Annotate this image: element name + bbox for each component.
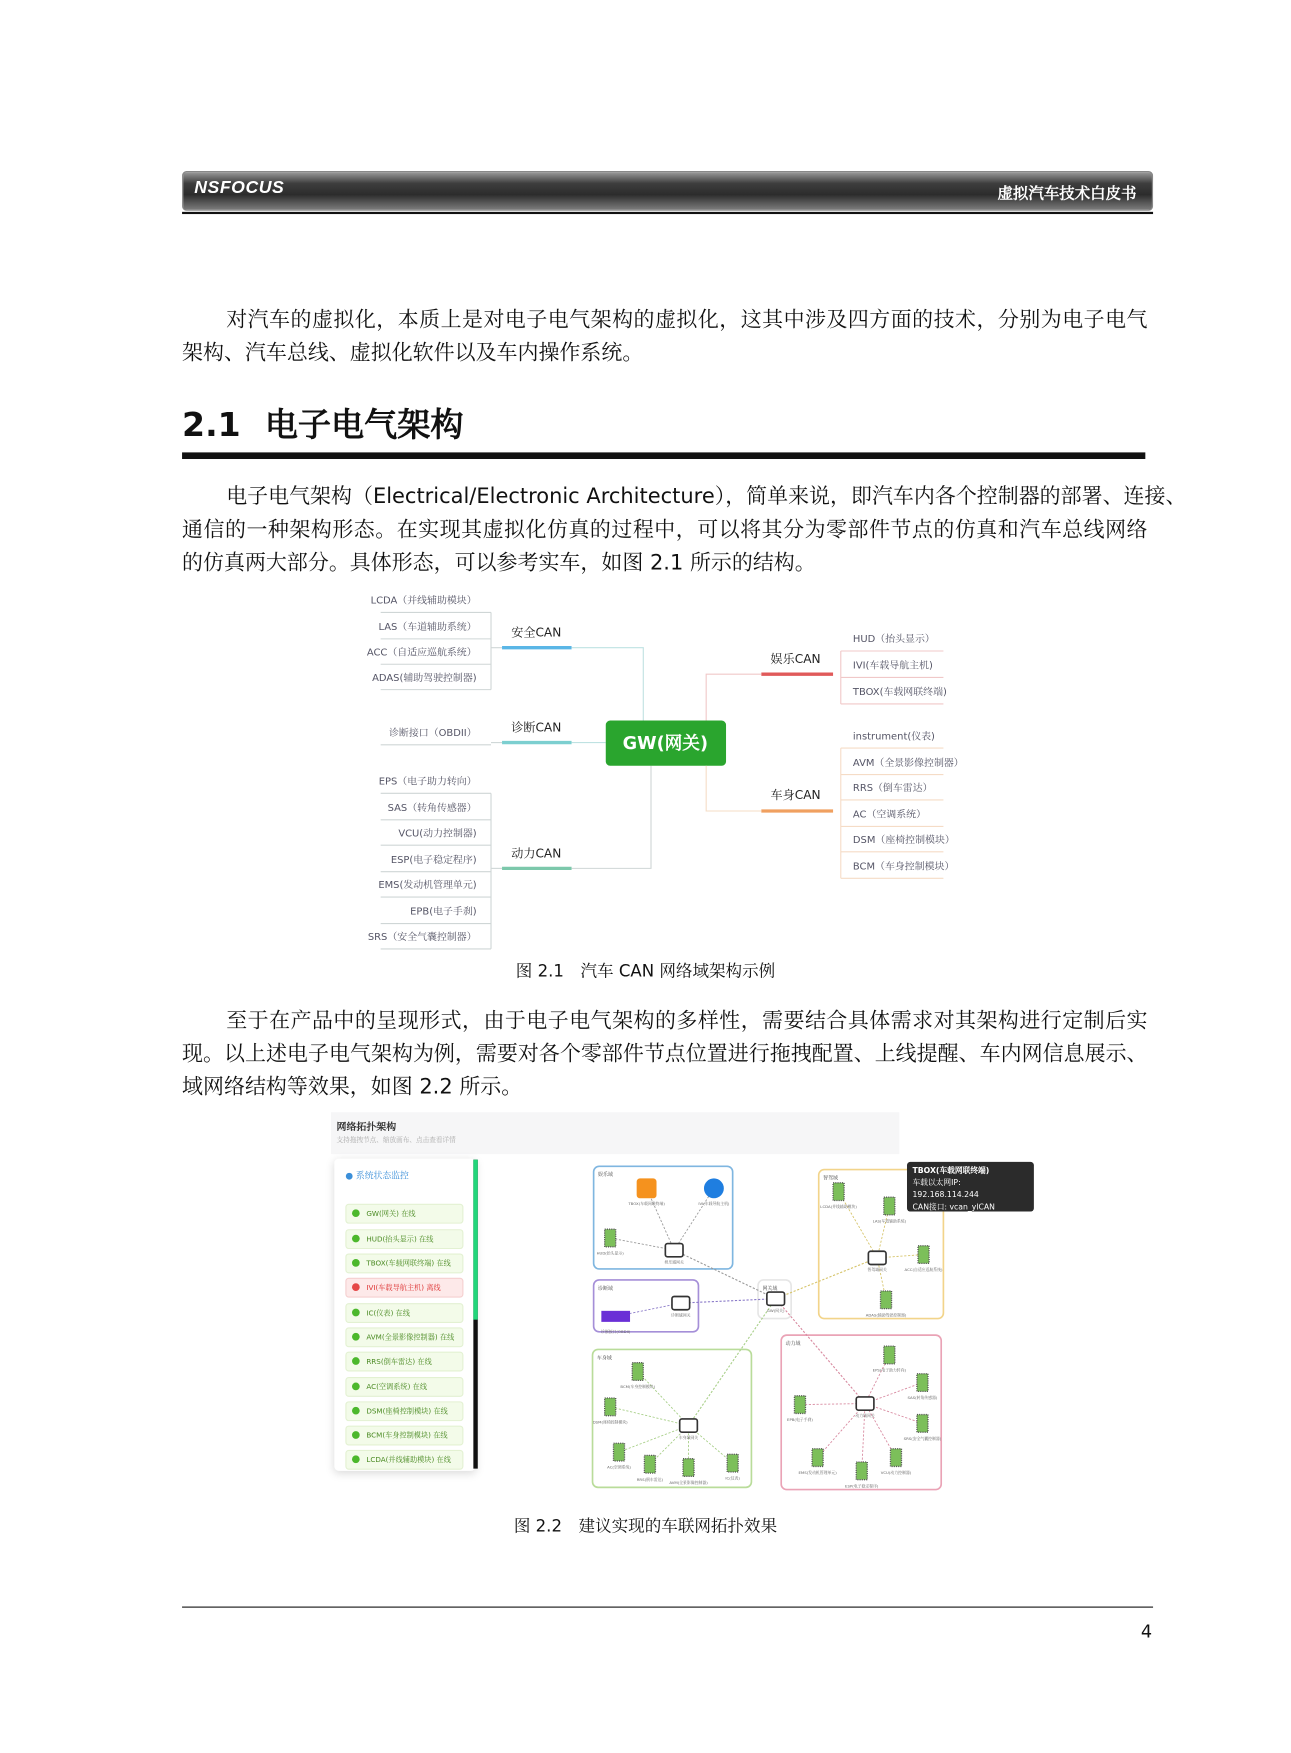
right-node-label: TBOX(车载网联终端) bbox=[852, 687, 947, 699]
ecu-chip-icon bbox=[833, 1183, 844, 1201]
status-text: TBOX(车载网联终端) 在线 bbox=[366, 1258, 451, 1268]
node-label: EMS(发动机管理单元) bbox=[798, 1470, 837, 1476]
topology-screenshot bbox=[331, 1112, 1037, 1498]
left-node-label: SAS（转角传感器） bbox=[387, 802, 477, 814]
left-node-label: LAS（车道辅助系统） bbox=[378, 622, 477, 634]
node-label: SAS(转角传感器) bbox=[907, 1395, 938, 1401]
left-node-label: LCDA（并线辅助模块） bbox=[370, 595, 477, 607]
paragraph-line: 的仿真两大部分。具体形态，可以参考实车，如图 2.1 所示的结构。 bbox=[182, 550, 816, 575]
node-label: TBOX(车载网联终端) bbox=[628, 1200, 665, 1206]
right-node-label: instrument(仪表) bbox=[852, 731, 935, 743]
switch-label: GW(网关) bbox=[766, 1307, 785, 1313]
switch-icon bbox=[665, 1244, 683, 1257]
ivi-icon bbox=[704, 1178, 724, 1198]
node-label: ESP(电子稳定程序) bbox=[845, 1483, 879, 1489]
paragraph-line: 至于在产品中的呈现形式，由于电子电气架构的多样性，需要结合具体需求对其架构进行定制后实 bbox=[226, 1008, 1148, 1033]
switch-icon bbox=[767, 1292, 785, 1305]
bus-label: 娱乐CAN bbox=[770, 652, 821, 667]
connector-line bbox=[572, 648, 644, 721]
switch-label: 车身域网关 bbox=[678, 1434, 699, 1440]
header-title: 虚拟汽车技术白皮书 bbox=[997, 185, 1137, 204]
connector-line bbox=[706, 674, 761, 720]
right-node-label: IVI(车载导航主机) bbox=[852, 660, 933, 672]
node-label: LAS(车道辅助系统) bbox=[872, 1218, 907, 1224]
tooltip-can: CAN接口: vcan_ylCAN bbox=[912, 1202, 995, 1212]
ecu-chip-icon bbox=[605, 1398, 616, 1416]
status-text: DSM(座椅控制模块) 在线 bbox=[366, 1406, 448, 1416]
right-node-label: DSM（座椅控制模块） bbox=[852, 834, 955, 846]
switch-label: 娱乐域网关 bbox=[664, 1259, 684, 1265]
node-label: ADAS(辅助驾驶控制器) bbox=[865, 1312, 907, 1318]
node-label: SRS(安全气囊控制器) bbox=[903, 1435, 942, 1441]
bus-label: 动力CAN bbox=[511, 846, 562, 861]
node-label: DSM(座椅控制模块) bbox=[592, 1419, 628, 1425]
page-number: 4 bbox=[1140, 1620, 1153, 1642]
node-label: BCM(车身控制模块) bbox=[620, 1384, 656, 1390]
sidebar-title-text: 系统状态监控 bbox=[355, 1170, 409, 1181]
node-label: AVM(全景影像控制器) bbox=[669, 1480, 708, 1486]
ecu-chip-icon bbox=[856, 1462, 867, 1480]
paragraph-line: 域网络结构等效果，如图 2.2 所示。 bbox=[182, 1074, 523, 1099]
right-node-label: BCM（车身控制模块） bbox=[852, 861, 955, 873]
sidebar-title: ● 系统状态监控 bbox=[345, 1170, 409, 1181]
domain-label: 娱乐域 bbox=[598, 1172, 613, 1179]
node-label: VCU(动力控制器) bbox=[880, 1470, 912, 1476]
status-text: LCDA(并线辅助模块) 在线 bbox=[366, 1455, 451, 1465]
right-node-label: AC（空调系统） bbox=[852, 809, 927, 821]
left-node-label: EPS（电子助力转向） bbox=[378, 776, 477, 788]
status-text: BCM(车身控制模块) 在线 bbox=[366, 1431, 448, 1440]
right-node-label: AVM（全景影像控制器） bbox=[852, 757, 964, 769]
ecu-chip-icon bbox=[918, 1246, 929, 1264]
status-text: AC(空调系统) 在线 bbox=[366, 1382, 428, 1392]
node-label: 诊断接口(OBDII) bbox=[601, 1328, 631, 1334]
node-label: HUD(抬头显示) bbox=[596, 1250, 624, 1256]
node-label: EPS(电子助力转向) bbox=[872, 1367, 907, 1373]
section-number: 2.1 bbox=[182, 406, 241, 445]
ecu-chip-icon bbox=[890, 1449, 901, 1467]
switch-icon bbox=[856, 1397, 874, 1410]
node-label: EPB(电子手刹) bbox=[787, 1417, 813, 1423]
paragraph-line: 对汽车的虚拟化，本质上是对电子电气架构的虚拟化，这其中涉及四方面的技术，分别为电子电气 bbox=[226, 307, 1148, 333]
figure-caption: 图 2.1 汽车 CAN 网络域架构示例 bbox=[515, 961, 776, 981]
node-tooltip bbox=[907, 1162, 1034, 1212]
left-node-label: ADAS(辅助驾驶控制器) bbox=[372, 672, 477, 684]
status-text: IVI(车载导航主机) 离线 bbox=[366, 1283, 441, 1293]
left-node-label: 诊断接口（OBDII） bbox=[389, 727, 477, 739]
gateway-label: GW(网关) bbox=[622, 734, 709, 755]
tooltip-ip: 车载以太网IP: 192.168.114.244 bbox=[912, 1178, 979, 1200]
tooltip-title: TBOX(车载网联终端) bbox=[912, 1166, 990, 1176]
status-text: HUD(抬头显示) 在线 bbox=[366, 1234, 434, 1244]
node-label: LCDA(并线辅助模块) bbox=[820, 1204, 857, 1210]
topology-title: 网络拓扑架构 bbox=[336, 1122, 397, 1134]
paragraph-line: 电子电气架构（Electrical/Electronic Architecture），简单来说，即汽车内各个控制器的部署、连接、 bbox=[226, 484, 1187, 509]
ecu-chip-icon bbox=[884, 1346, 895, 1364]
left-node-label: ESP(电子稳定程序) bbox=[390, 854, 477, 866]
paragraph-line: 通信的一种架构形态。在实现其虚拟化仿真的过程中，可以将其分为零部件节点的仿真和汽车总线网络 bbox=[182, 517, 1148, 542]
ecu-chip-icon bbox=[794, 1396, 805, 1414]
left-node-label: ACC（自适应巡航系统） bbox=[366, 647, 477, 659]
domain-label: 动力域 bbox=[785, 1341, 801, 1348]
switch-label: 诊断域网关 bbox=[671, 1312, 691, 1318]
node-label: IC(仪表) bbox=[725, 1475, 740, 1481]
switch-icon bbox=[680, 1419, 698, 1432]
ecu-chip-icon bbox=[683, 1459, 694, 1477]
figure-caption: 图 2.2 建议实现的车联网拓扑效果 bbox=[513, 1516, 778, 1536]
switch-icon bbox=[868, 1251, 886, 1264]
ecu-chip-icon bbox=[917, 1415, 928, 1433]
status-text: GW(网关) 在线 bbox=[366, 1209, 416, 1219]
status-text: IC(仪表) 在线 bbox=[366, 1308, 411, 1318]
topology-subtitle: 支持拖拽节点、缩放画布、点击查看详情 bbox=[336, 1136, 456, 1145]
ecu-chip-icon bbox=[884, 1197, 895, 1215]
ecu-chip-icon bbox=[632, 1363, 643, 1381]
domain-label: 网关域 bbox=[762, 1285, 778, 1292]
nsfocus-logo: NSFOCUS bbox=[194, 178, 285, 198]
left-node-label: EMS(发动机管理单元) bbox=[378, 880, 477, 892]
ecu-chip-icon bbox=[605, 1229, 616, 1247]
domain-label: 智驾域 bbox=[823, 1175, 839, 1182]
bus-label: 车身CAN bbox=[770, 787, 821, 802]
paragraph-line: 架构、汽车总线、虚拟化软件以及车内操作系统。 bbox=[182, 340, 644, 366]
node-label: IVI(车载导航主机) bbox=[698, 1200, 730, 1206]
left-node-label: SRS（安全气囊控制器） bbox=[367, 932, 477, 944]
obd-port-icon bbox=[601, 1311, 630, 1322]
ecu-chip-icon bbox=[812, 1449, 823, 1467]
connector-line bbox=[572, 766, 651, 869]
bus-label: 诊断CAN bbox=[511, 720, 562, 735]
ecu-chip-icon bbox=[727, 1454, 738, 1472]
bus-label: 安全CAN bbox=[511, 625, 562, 640]
footer-rule bbox=[182, 1607, 1153, 1608]
ecu-chip-icon bbox=[613, 1443, 624, 1461]
section-title: 电子电气架构 bbox=[264, 406, 464, 445]
connector-line bbox=[706, 766, 761, 811]
node-label: RRS(倒车雷达) bbox=[636, 1476, 664, 1482]
node-label: ACC(自适应巡航系统) bbox=[904, 1267, 943, 1273]
switch-label: 动力域网关 bbox=[855, 1412, 875, 1418]
switch-label: 智驾域网关 bbox=[867, 1267, 887, 1273]
status-text: RRS(倒车雷达) 在线 bbox=[366, 1357, 432, 1367]
status-text: AVM(全景影像控制器) 在线 bbox=[366, 1332, 455, 1342]
domain-label: 诊断域 bbox=[598, 1285, 613, 1292]
right-node-label: RRS（倒车雷达） bbox=[852, 783, 933, 795]
node-label: AC(空调系统) bbox=[607, 1464, 631, 1470]
tbox-icon bbox=[637, 1178, 657, 1198]
right-node-label: HUD（抬头显示） bbox=[852, 634, 935, 646]
ecu-chip-icon bbox=[644, 1455, 655, 1473]
domain-label: 车身域 bbox=[596, 1355, 612, 1362]
ecu-chip-icon bbox=[881, 1291, 892, 1309]
left-node-label: VCU(动力控制器) bbox=[398, 828, 477, 840]
left-node-label: EPB(电子手刹) bbox=[410, 906, 477, 918]
switch-icon bbox=[672, 1296, 690, 1309]
ecu-chip-icon bbox=[917, 1374, 928, 1392]
paragraph-line: 现。以上述电子电气架构为例，需要对各个零部件节点位置进行拖拽配置、上线提醒、车内网信息展示、 bbox=[182, 1041, 1148, 1066]
